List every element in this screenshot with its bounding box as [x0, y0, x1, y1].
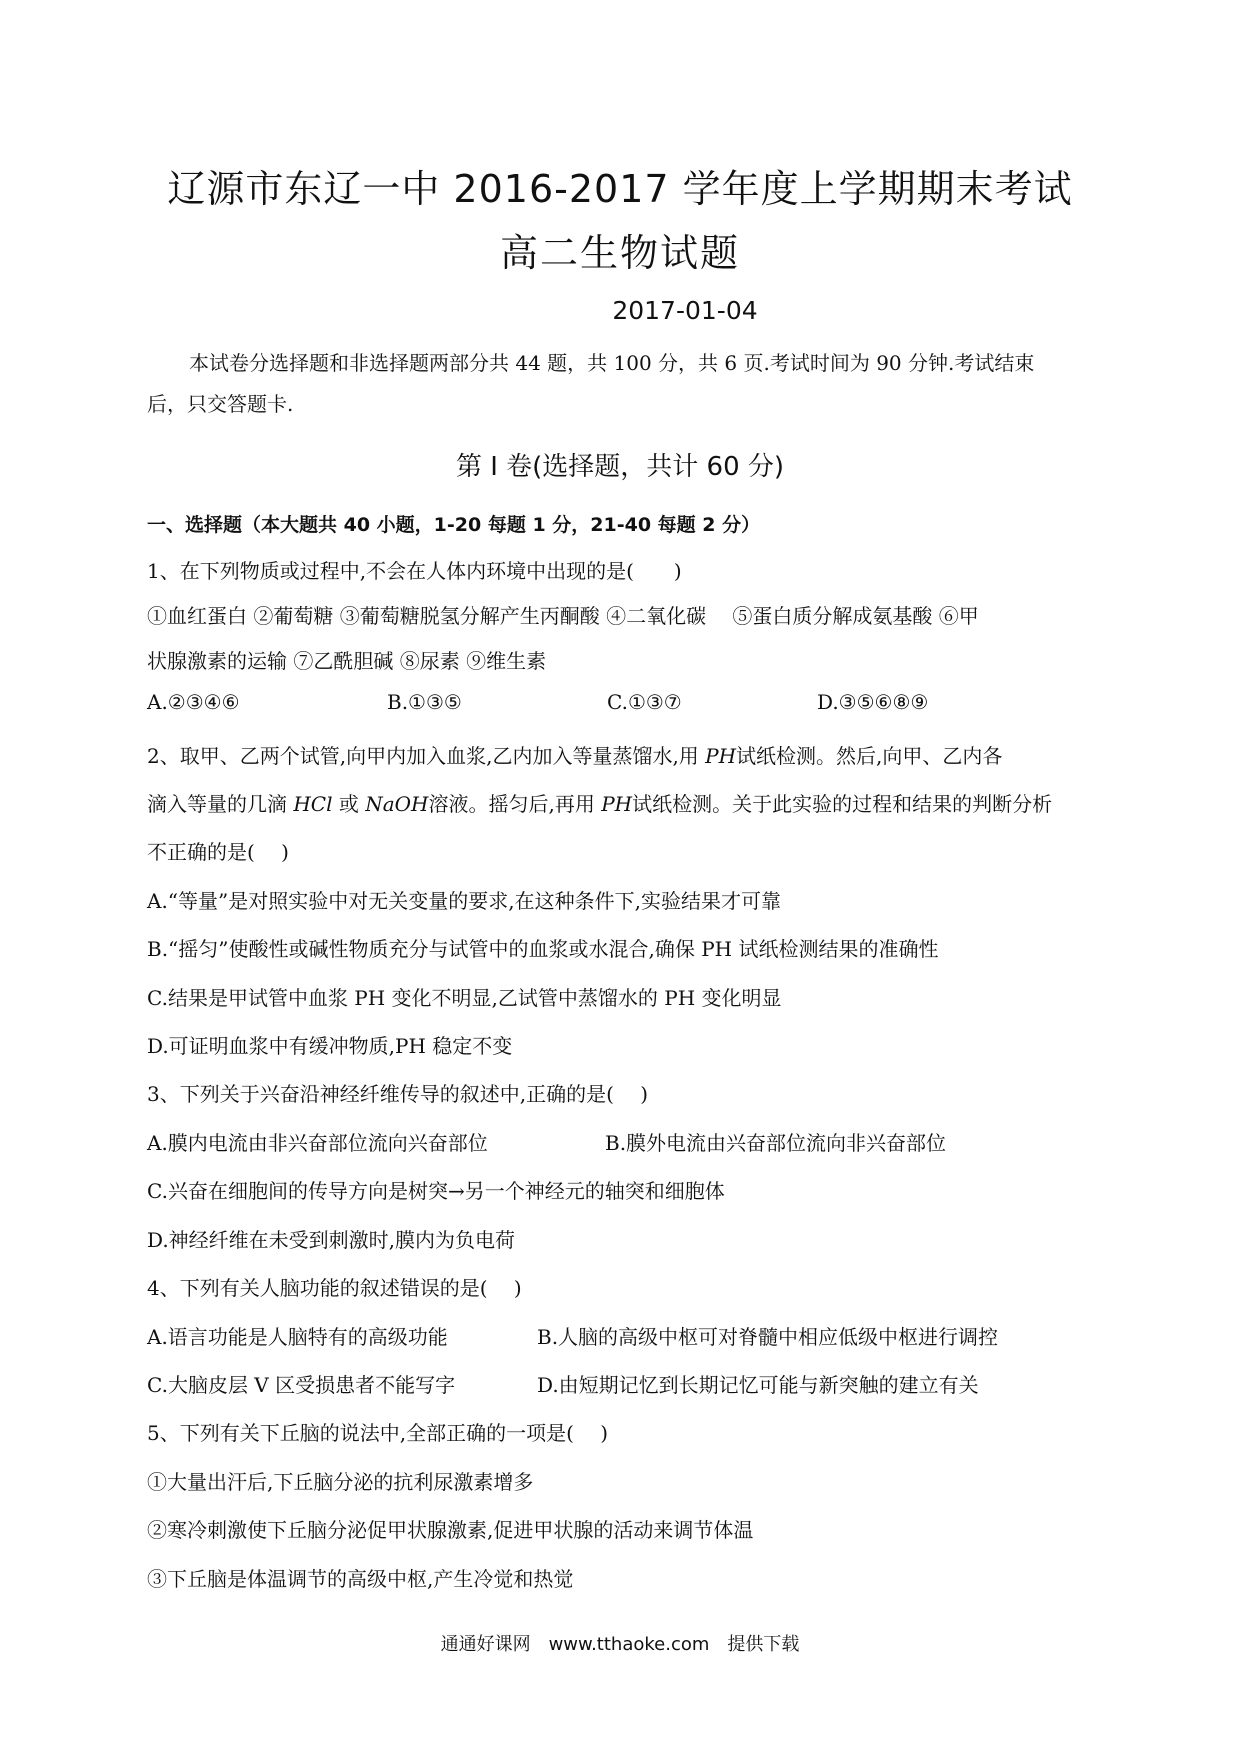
q2-stem-part: 试纸检测。关于此实验的过程和结果的判断分析	[632, 792, 1053, 816]
q1-option-c: C.①③⑦	[607, 690, 682, 714]
q4-option-a: A.语言功能是人脑特有的高级功能	[147, 1325, 448, 1349]
intro-paragraph	[147, 343, 1097, 425]
q4-options-row-2	[147, 1369, 1107, 1398]
q2-hcl-term: HCl	[293, 792, 333, 816]
q4-stem: 4、下列有关人脑功能的叙述错误的是( )	[147, 1276, 522, 1300]
exam-date: 2017-01-04	[612, 296, 758, 325]
q1-stem: 1、在下列物质或过程中,不会在人体内环境中出现的是( )	[147, 559, 682, 583]
part-1-title: 第 I 卷(选择题，共计 60 分)	[455, 452, 785, 482]
q4-options-row-1	[147, 1321, 1107, 1350]
q3-stem: 3、下列关于兴奋沿神经纤维传导的叙述中,正确的是( )	[147, 1082, 649, 1106]
q2-stem-line-3: 不正确的是( )	[147, 840, 289, 864]
q2-stem-part: 或	[332, 792, 366, 816]
q5-statement-2: ②寒冷刺激使下丘脑分泌促甲状腺激素,促进甲状腺的活动来调节体温	[147, 1518, 754, 1542]
q2-stem-part: 溶液。摇匀后,再用	[428, 792, 602, 816]
q2-ph-term: PH	[705, 744, 737, 768]
q1-option-d: D.③⑤⑥⑧⑨	[817, 690, 929, 714]
q2-option-a: A.“等量”是对照实验中对无关变量的要求,在这种条件下,实验结果才可靠	[147, 889, 781, 913]
q2-stem-part: 试纸检测。然后,向甲、乙内各	[736, 744, 1003, 768]
intro-line-2: 后，只交答题卡.	[147, 392, 294, 416]
q2-option-d: D.可证明血浆中有缓冲物质,PH 稳定不变	[147, 1034, 513, 1058]
q4-option-b: B.人脑的高级中枢可对脊髓中相应低级中枢进行调控	[537, 1325, 999, 1349]
q3-option-c: C.兴奋在细胞间的传导方向是树突→另一个神经元的轴突和细胞体	[147, 1179, 725, 1203]
q2-stem-line-2	[147, 788, 1107, 817]
q2-stem-part: 2、取甲、乙两个试管,向甲内加入血浆,乙内加入等量蒸馏水,用	[147, 744, 706, 768]
q1-options	[147, 690, 1107, 714]
q1-option-b: B.①③⑤	[387, 690, 462, 714]
q4-option-d: D.由短期记忆到长期记忆可能与新突触的建立有关	[537, 1373, 979, 1397]
exam-title: 辽源市东辽一中 2016-2017 学年度上学期期末考试	[167, 167, 1073, 211]
q3-option-d: D.神经纤维在未受到刺激时,膜内为负电荷	[147, 1228, 516, 1252]
q2-stem-part: 滴入等量的几滴	[147, 792, 294, 816]
q2-option-b: B.“摇匀”使酸性或碱性物质充分与试管中的血浆或水混合,确保 PH 试纸检测结果的准确性	[147, 937, 939, 961]
q3-option-a: A.膜内电流由非兴奋部位流向兴奋部位	[147, 1131, 488, 1155]
q1-option-a: A.②③④⑥	[147, 690, 240, 714]
page-footer: 通通好课网 www.tthaoke.com 提供下载	[440, 1634, 800, 1655]
q5-statement-3: ③下丘脑是体温调节的高级中枢,产生冷觉和热觉	[147, 1567, 574, 1591]
q2-ph-term: PH	[601, 792, 633, 816]
q2-stem-line-1	[147, 740, 1107, 769]
q3-options-row-1	[147, 1127, 1107, 1156]
q3-option-b: B.膜外电流由兴奋部位流向非兴奋部位	[605, 1131, 947, 1155]
q4-option-c: C.大脑皮层 V 区受损患者不能写字	[147, 1373, 456, 1397]
q2-option-c: C.结果是甲试管中血浆 PH 变化不明显,乙试管中蒸馏水的 PH 变化明显	[147, 986, 782, 1010]
q1-items-line-1: ①血红蛋白 ②葡萄糖 ③葡萄糖脱氢分解产生丙酮酸 ④二氧化碳 ⑤蛋白质分解成氨基酸 ⑥甲	[147, 604, 979, 628]
q1-items-line-2: 状腺激素的运输 ⑦乙酰胆碱 ⑧尿素 ⑨维生素	[147, 649, 547, 673]
q2-naoh-term: NaOH	[365, 792, 429, 816]
q5-statement-1: ①大量出汗后,下丘脑分泌的抗利尿激素增多	[147, 1470, 534, 1494]
section-heading: 一、选择题（本大题共 40 小题，1-20 每题 1 分，21-40 每题 2 分）	[147, 514, 761, 536]
q5-stem: 5、下列有关下丘脑的说法中,全部正确的一项是( )	[147, 1421, 609, 1445]
exam-subtitle: 高二生物试题	[499, 231, 740, 275]
intro-line-1: 本试卷分选择题和非选择题两部分共 44 题，共 100 分，共 6 页.考试时间为 90 分钟.考试结束	[189, 351, 1035, 375]
